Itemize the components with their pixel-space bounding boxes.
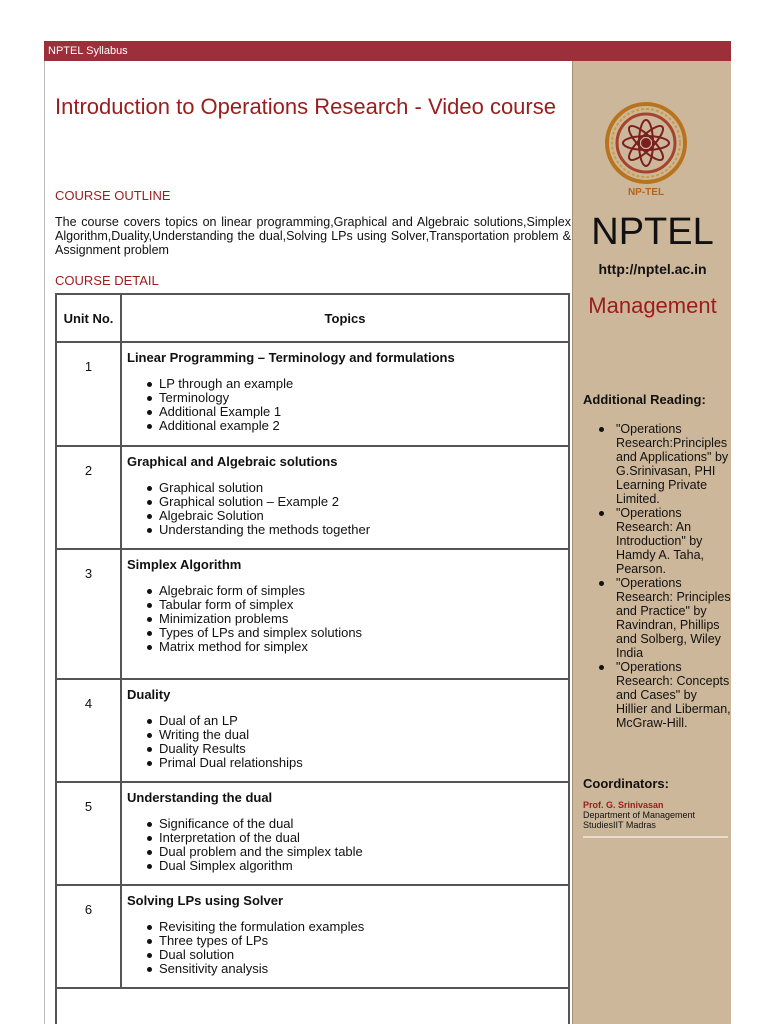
- unit-number: 3: [84, 566, 93, 581]
- nptel-logo-mark-icon: [601, 99, 691, 187]
- department-name: Management: [588, 293, 717, 318]
- coordinator-name: Prof. G. Srinivasan: [583, 800, 664, 810]
- nptel-logo: [601, 99, 691, 209]
- table-row: [57, 886, 568, 989]
- coordinator-department: Department of Management StudiesIIT Madras: [583, 810, 696, 830]
- header-label: NPTEL Syllabus: [48, 45, 128, 57]
- topic-item: Understanding the methods together: [159, 523, 563, 537]
- topic-item: Dual Simplex algorithm: [159, 859, 563, 873]
- course-outline-text: The course covers topics on linear programming,Graphical and Algebraic solutions,Simplex Algorithm,Duality,Understanding the dual,Solving LPs using Solver,Transportation problem & Assignment problem: [55, 215, 571, 257]
- unit-number-cell: [57, 550, 122, 678]
- unit-number: 4: [84, 696, 93, 711]
- topic-list: [127, 920, 563, 976]
- topic-item: Primal Dual relationships: [159, 756, 563, 770]
- topic-item: Significance of the dual: [159, 817, 563, 831]
- unit-number: 5: [84, 799, 93, 814]
- additional-reading-list: [583, 422, 731, 730]
- course-detail-table: [55, 293, 570, 1024]
- topics-cell: [122, 447, 568, 548]
- syllabus-page: [44, 41, 731, 1024]
- unit-number: 1: [84, 359, 93, 374]
- topic-list: [127, 481, 563, 537]
- table-row: [57, 447, 568, 550]
- topics-column-header: Topics: [324, 310, 366, 326]
- table-body: [57, 343, 568, 989]
- topics-cell: [122, 783, 568, 884]
- topic-list: [127, 584, 563, 654]
- unit-title: Solving LPs using Solver: [127, 893, 284, 908]
- page-title: Introduction to Operations Research - Video course: [55, 94, 556, 119]
- sidebar: [572, 61, 731, 1024]
- unit-number-cell: [57, 680, 122, 781]
- brand-name: NPTEL: [591, 211, 714, 253]
- topic-item: Writing the dual: [159, 728, 563, 742]
- unit-number: 2: [84, 463, 93, 478]
- topic-item: Algebraic form of simples: [159, 584, 563, 598]
- topic-item: Dual solution: [159, 948, 563, 962]
- topic-item: Matrix method for simplex: [159, 640, 563, 654]
- topic-item: Tabular form of simplex: [159, 598, 563, 612]
- main-content: [44, 61, 572, 1024]
- reading-item: "Operations Research:Principles and Applications" by G.Srinivasan, PHI Learning Private Limited.: [583, 422, 731, 506]
- topic-item: Additional Example 1: [159, 405, 563, 419]
- topic-list: [127, 377, 563, 433]
- topic-item: Revisiting the formulation examples: [159, 920, 563, 934]
- unit-title: Linear Programming – Terminology and formulations: [127, 350, 455, 365]
- unit-title: Graphical and Algebraic solutions: [127, 454, 338, 469]
- topic-item: LP through an example: [159, 377, 563, 391]
- topic-item: Algebraic Solution: [159, 509, 563, 523]
- unit-number-cell: [57, 886, 122, 987]
- course-detail-heading: COURSE DETAIL: [55, 273, 159, 288]
- table-row: [57, 680, 568, 783]
- topics-cell: [122, 680, 568, 781]
- nptel-url-link[interactable]: http://nptel.ac.in: [598, 261, 707, 277]
- reading-item: "Operations Research: Concepts and Cases" by Hillier and Liberman, McGraw-Hill.: [583, 660, 731, 730]
- topics-cell: [122, 550, 568, 678]
- sidebar-divider: [583, 836, 728, 838]
- topic-item: Minimization problems: [159, 612, 563, 626]
- topic-item: Graphical solution: [159, 481, 563, 495]
- table-header-row: [57, 295, 568, 343]
- table-row: [57, 783, 568, 886]
- reading-item: "Operations Research: An Introduction" by Hamdy A. Taha, Pearson.: [583, 506, 731, 576]
- unit-number-cell: [57, 343, 122, 445]
- unit-title: Simplex Algorithm: [127, 557, 242, 572]
- coordinators-heading: Coordinators:: [583, 776, 669, 791]
- topic-item: Additional example 2: [159, 419, 563, 433]
- topic-item: Graphical solution – Example 2: [159, 495, 563, 509]
- topic-list: [127, 817, 563, 873]
- top-header-bar: [44, 41, 731, 61]
- topic-item: Interpretation of the dual: [159, 831, 563, 845]
- logo-caption: NP-TEL: [627, 187, 665, 198]
- table-row: [57, 343, 568, 447]
- unit-number-cell: [57, 783, 122, 884]
- topic-item: Sensitivity analysis: [159, 962, 563, 976]
- topic-list: [127, 714, 563, 770]
- reading-item: "Operations Research: Principles and Practice" by Ravindran, Phillips and Solberg, Wiley India: [583, 576, 731, 660]
- topic-item: Terminology: [159, 391, 563, 405]
- additional-reading-heading: Additional Reading:: [583, 392, 706, 407]
- table-row: [57, 550, 568, 680]
- unit-column-header: Unit No.: [57, 295, 122, 341]
- unit-title: Understanding the dual: [127, 790, 273, 805]
- topic-item: Duality Results: [159, 742, 563, 756]
- topics-cell: [122, 343, 568, 445]
- unit-number-cell: [57, 447, 122, 548]
- unit-number: 6: [84, 902, 93, 917]
- topic-item: Types of LPs and simplex solutions: [159, 626, 563, 640]
- course-outline-heading: COURSE OUTLINE: [55, 188, 171, 203]
- topic-item: Dual problem and the simplex table: [159, 845, 563, 859]
- topic-item: Dual of an LP: [159, 714, 563, 728]
- topic-item: Three types of LPs: [159, 934, 563, 948]
- unit-title: Duality: [127, 687, 171, 702]
- topics-cell: [122, 886, 568, 987]
